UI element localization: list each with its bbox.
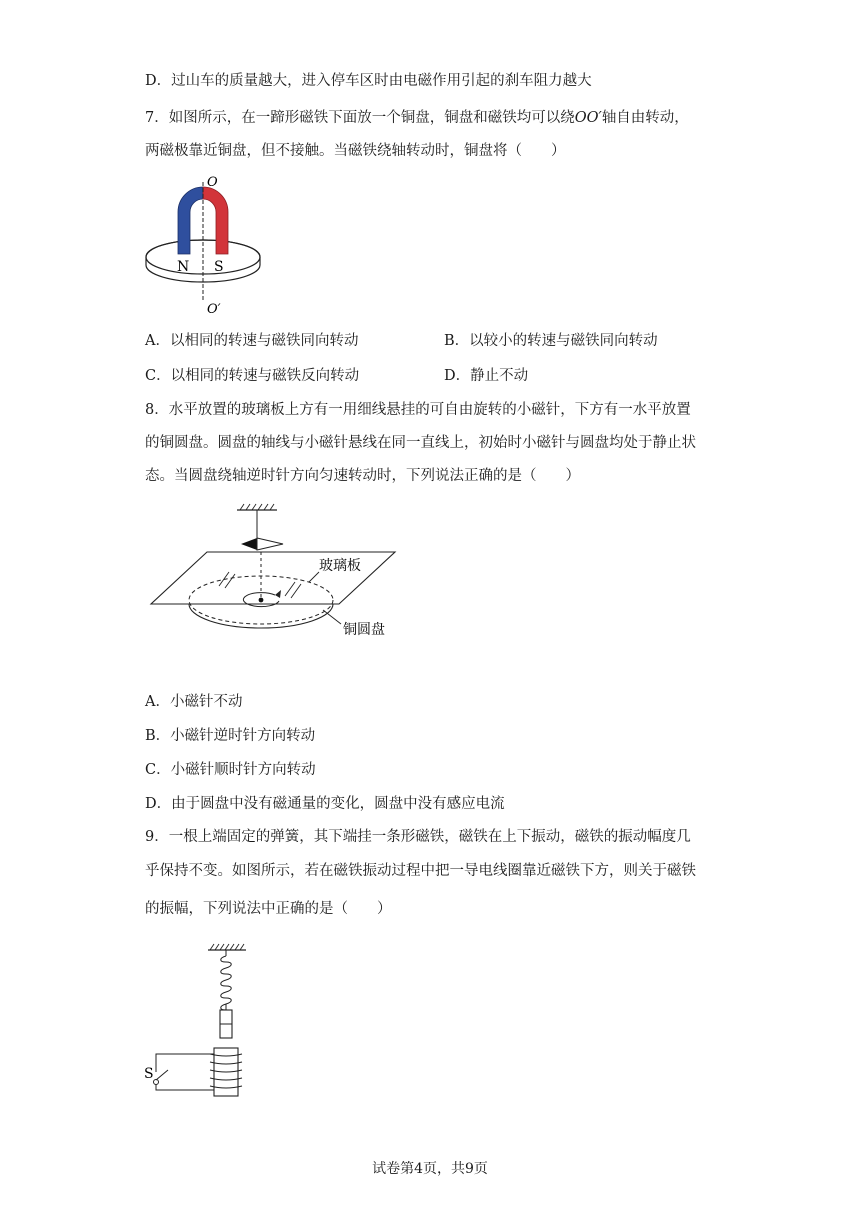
q8-label-glass: 玻璃板 [319, 558, 361, 574]
q8-stem-line3: 态。当圆盘绕轴逆时针方向匀速转动时，下列说法正确的是（ ） [145, 468, 580, 484]
q7-label-n: N [177, 259, 190, 275]
q6-option-d: D．过山车的质量越大，进入停车区时由电磁作用引起的刹车阻力越大 [145, 73, 592, 89]
q8-option-a: A．小磁针不动 [145, 694, 243, 710]
q7-axis-label: OO′ [574, 110, 602, 126]
q7-option-a: A．以相同的转速与磁铁同向转动 [145, 333, 359, 349]
q9-stem-line2: 乎保持不变。如图所示，若在磁铁振动过程中把一导电线圈靠近磁铁下方，则关于磁铁 [145, 863, 696, 879]
q7-option-d: D．静止不动 [444, 368, 529, 384]
q8-option-b: B．小磁针逆时针方向转动 [145, 728, 316, 744]
q7-label-s: S [214, 259, 224, 275]
q9-spring-magnet-coil-figure [140, 940, 250, 1110]
q8-glass-plate-disc-figure [145, 500, 405, 650]
q7-stem-line2: 两磁极靠近铜盘，但不接触。当磁铁绕轴转动时，铜盘将（ ） [145, 143, 566, 159]
q9-stem-line1: 9．一根上端固定的弹簧，其下端挂一条形磁铁，磁铁在上下振动，磁铁的振动幅度几 [145, 829, 691, 845]
q8-option-d: D．由于圆盘中没有磁通量的变化，圆盘中没有感应电流 [145, 796, 505, 812]
q8-stem-line2: 的铜圆盘。圆盘的轴线与小磁针悬线在同一直线上，初始时小磁针与圆盘均处于静止状 [145, 435, 696, 451]
q9-stem-line3: 的振幅，下列说法中正确的是（ ） [145, 901, 392, 917]
q7-label-o-prime: O′ [207, 302, 221, 317]
page-footer: 试卷第4页，共9页 [372, 1161, 488, 1177]
q7-stem-text-b: 轴自由转动， [601, 110, 689, 126]
q7-label-o: O [207, 175, 218, 190]
q7-horseshoe-magnet-figure [140, 172, 270, 322]
q7-option-b: B．以较小的转速与磁铁同向转动 [444, 333, 658, 349]
q7-option-c: C．以相同的转速与磁铁反向转动 [145, 368, 360, 384]
q8-option-c: C．小磁针顺时针方向转动 [145, 762, 316, 778]
q7-stem-line1 [145, 108, 689, 128]
q9-label-switch: S [144, 1066, 154, 1082]
q7-stem-text-a: 7．如图所示，在一蹄形磁铁下面放一个铜盘，铜盘和磁铁均可以绕 [145, 110, 575, 126]
q8-stem-line1: 8．水平放置的玻璃板上方有一用细线悬挂的可自由旋转的小磁针，下方有一水平放置 [145, 402, 691, 418]
q8-label-disc: 铜圆盘 [343, 622, 385, 638]
